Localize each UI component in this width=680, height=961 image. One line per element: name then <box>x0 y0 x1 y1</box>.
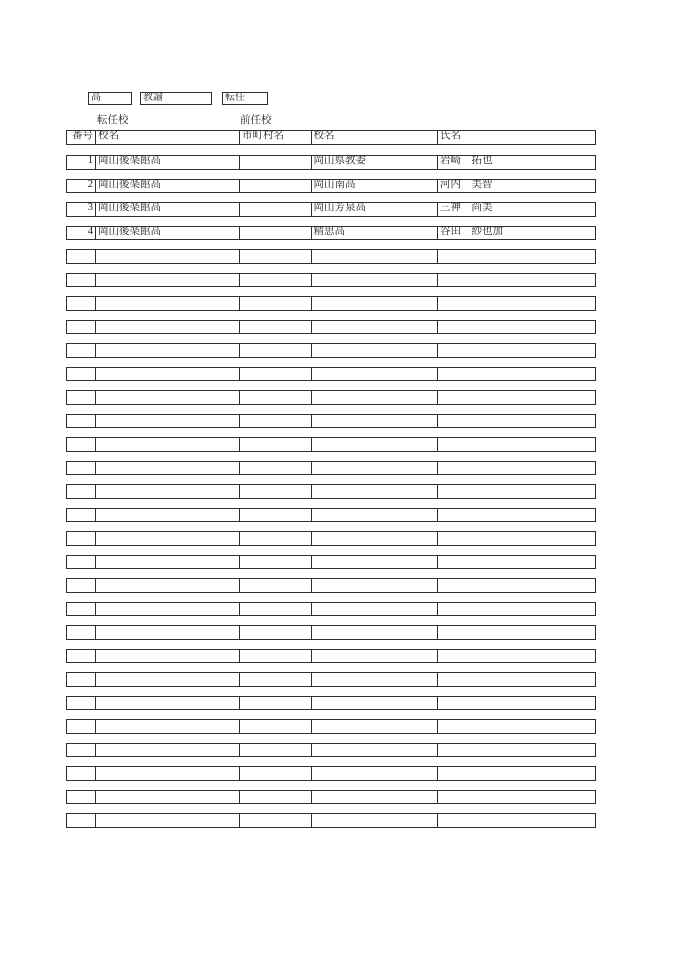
cell-school-name <box>96 697 240 710</box>
table-row <box>66 320 596 335</box>
cell-school-name: 岡山後楽館高 <box>96 180 240 193</box>
cell-person-name <box>438 579 595 592</box>
cell-number <box>67 250 96 263</box>
cell-number <box>67 697 96 710</box>
table-row <box>66 249 596 264</box>
table-row <box>66 790 596 805</box>
cell-school-name <box>96 344 240 357</box>
table-row <box>66 155 596 170</box>
cell-number <box>67 814 96 827</box>
cell-person-name <box>438 344 595 357</box>
cell-municipality <box>240 650 312 663</box>
table-row <box>66 296 596 311</box>
cell-municipality <box>240 415 312 428</box>
cell-number <box>67 556 96 569</box>
cell-person-name <box>438 485 595 498</box>
cell-school-name <box>96 274 240 287</box>
group-label-previous-school: 前任校 <box>240 115 272 126</box>
cell-municipality <box>240 203 312 216</box>
cell-school-name <box>96 391 240 404</box>
table-row <box>66 461 596 476</box>
cell-prev-school <box>312 344 439 357</box>
cell-person-name <box>438 415 595 428</box>
cell-school-name <box>96 532 240 545</box>
cell-person-name <box>438 791 595 804</box>
cell-school-name <box>96 485 240 498</box>
cell-prev-school <box>312 579 439 592</box>
table-row <box>66 719 596 734</box>
cell-number <box>67 438 96 451</box>
cell-school-name <box>96 368 240 381</box>
table-row <box>66 555 596 570</box>
cell-municipality <box>240 509 312 522</box>
cell-prev-school <box>312 814 439 827</box>
table-row <box>66 414 596 429</box>
cell-person-name: 谷田 紗也加 <box>440 226 503 237</box>
cell-person-name <box>438 462 595 475</box>
table-row <box>66 367 596 382</box>
table-row <box>66 672 596 687</box>
table-row <box>66 578 596 593</box>
cell-prev-school <box>312 532 439 545</box>
table-rows <box>66 155 596 828</box>
cell-school-name <box>96 603 240 616</box>
cell-prev-school <box>312 626 439 639</box>
cell-prev-school <box>312 438 439 451</box>
cell-municipality <box>240 791 312 804</box>
cell-prev-school <box>312 415 439 428</box>
table-row <box>66 202 596 217</box>
cell-school-name <box>96 415 240 428</box>
cell-school-name <box>96 321 240 334</box>
cell-number: 4 <box>67 227 96 240</box>
cell-prev-school <box>312 767 439 780</box>
cell-prev-school <box>312 720 439 733</box>
cell-municipality <box>240 485 312 498</box>
cell-person-name <box>438 274 595 287</box>
table-row <box>66 273 596 288</box>
cell-number <box>67 767 96 780</box>
cell-school-name <box>96 626 240 639</box>
cell-number <box>67 579 96 592</box>
cell-person-name <box>438 720 595 733</box>
cell-person-name <box>438 697 595 710</box>
cell-school-name <box>96 650 240 663</box>
cell-municipality <box>240 344 312 357</box>
cell-number <box>67 321 96 334</box>
header-cell-number: 番号 <box>67 131 96 144</box>
cell-number <box>67 297 96 310</box>
cell-prev-school <box>312 509 439 522</box>
cell-person-name <box>438 438 595 451</box>
cell-prev-school <box>312 673 439 686</box>
cell-person-name <box>438 626 595 639</box>
cell-municipality <box>240 767 312 780</box>
cell-number <box>67 462 96 475</box>
cell-number <box>67 532 96 545</box>
cell-school-name <box>96 579 240 592</box>
cell-number <box>67 791 96 804</box>
cell-person-name: 三神 尚美 <box>440 203 493 213</box>
table-row <box>66 696 596 711</box>
cell-number <box>67 626 96 639</box>
cell-municipality <box>240 462 312 475</box>
cell-prev-school <box>312 485 439 498</box>
cell-number <box>67 744 96 757</box>
table-row <box>66 484 596 499</box>
cell-person-name <box>438 532 595 545</box>
cell-municipality <box>240 603 312 616</box>
table-row <box>66 226 596 241</box>
cell-person-name <box>438 297 595 310</box>
cell-prev-school <box>312 297 439 310</box>
cell-prev-school <box>312 603 439 616</box>
cell-prev-school <box>312 697 439 710</box>
cell-number <box>67 344 96 357</box>
cell-person-name <box>438 814 595 827</box>
cell-municipality <box>240 438 312 451</box>
cell-municipality <box>240 156 312 169</box>
table-row <box>66 343 596 358</box>
cell-prev-school <box>312 250 439 263</box>
header-cell-municipality: 市町村名 <box>240 131 312 144</box>
cell-school-name <box>96 720 240 733</box>
cell-number <box>67 673 96 686</box>
cell-school-name: 岡山後楽館高 <box>96 227 240 240</box>
table-row <box>66 602 596 617</box>
cell-number <box>67 274 96 287</box>
tag-school-type <box>88 92 132 105</box>
cell-number <box>67 603 96 616</box>
cell-person-name <box>438 767 595 780</box>
cell-school-name <box>96 744 240 757</box>
cell-prev-school <box>312 744 439 757</box>
cell-prev-school: 精思高 <box>312 227 439 240</box>
cell-prev-school <box>312 368 439 381</box>
cell-prev-school <box>312 650 439 663</box>
table-row <box>66 437 596 452</box>
cell-person-name <box>438 556 595 569</box>
cell-person-name: 岩崎 拓也 <box>440 156 493 166</box>
cell-person-name <box>438 603 595 616</box>
table-row <box>66 625 596 640</box>
cell-municipality <box>240 368 312 381</box>
table-row <box>66 649 596 664</box>
cell-municipality <box>240 532 312 545</box>
cell-number: 1 <box>67 156 96 169</box>
cell-number <box>67 415 96 428</box>
cell-municipality <box>240 297 312 310</box>
cell-person-name <box>438 650 595 663</box>
cell-municipality <box>240 814 312 827</box>
table-row <box>66 508 596 523</box>
cell-school-name <box>96 462 240 475</box>
cell-person-name <box>438 321 595 334</box>
cell-person-name <box>438 744 595 757</box>
cell-school-name <box>96 556 240 569</box>
cell-municipality <box>240 673 312 686</box>
tag-move-type <box>222 92 268 105</box>
table-row <box>66 743 596 758</box>
cell-number <box>67 509 96 522</box>
cell-municipality <box>240 697 312 710</box>
cell-number <box>67 650 96 663</box>
cell-municipality <box>240 180 312 193</box>
table-row <box>66 390 596 405</box>
cell-school-name <box>96 438 240 451</box>
cell-number: 3 <box>67 203 96 216</box>
table-row <box>66 531 596 546</box>
cell-municipality <box>240 579 312 592</box>
tag-school-type-label: 高 <box>91 92 101 103</box>
header-cell-school-name: 校名 <box>96 131 240 144</box>
cell-person-name <box>438 250 595 263</box>
cell-municipality <box>240 744 312 757</box>
cell-person-name <box>438 368 595 381</box>
cell-school-name <box>96 297 240 310</box>
cell-municipality <box>240 250 312 263</box>
tag-job-title <box>140 92 212 105</box>
cell-number <box>67 485 96 498</box>
cell-municipality <box>240 556 312 569</box>
cell-prev-school <box>312 791 439 804</box>
cell-prev-school: 岡山芳泉高 <box>312 203 439 216</box>
cell-municipality <box>240 720 312 733</box>
cell-municipality <box>240 626 312 639</box>
header-cell-person-name: 氏名 <box>440 131 461 141</box>
cell-prev-school <box>312 391 439 404</box>
cell-municipality <box>240 227 312 240</box>
cell-prev-school <box>312 462 439 475</box>
cell-number <box>67 368 96 381</box>
tag-move-type-label: 転任 <box>225 92 245 103</box>
cell-school-name <box>96 767 240 780</box>
cell-prev-school <box>312 274 439 287</box>
cell-prev-school: 岡山南高 <box>312 180 439 193</box>
group-label-transfer-to-school: 転任校 <box>97 115 129 126</box>
cell-school-name <box>96 673 240 686</box>
cell-municipality <box>240 321 312 334</box>
cell-person-name: 河内 美智 <box>440 179 493 190</box>
cell-municipality <box>240 391 312 404</box>
cell-school-name <box>96 791 240 804</box>
cell-number <box>67 720 96 733</box>
cell-prev-school: 岡山県教委 <box>312 156 439 169</box>
table-row <box>66 766 596 781</box>
cell-school-name: 岡山後楽館高 <box>96 203 240 216</box>
tag-job-title-label: 教諭 <box>143 92 163 103</box>
table-row <box>66 179 596 194</box>
cell-school-name <box>96 250 240 263</box>
cell-person-name <box>438 673 595 686</box>
header-cell-prev-school: 校名 <box>312 131 439 144</box>
cell-number <box>67 391 96 404</box>
cell-person-name <box>438 391 595 404</box>
cell-school-name <box>96 509 240 522</box>
cell-school-name <box>96 814 240 827</box>
cell-municipality <box>240 274 312 287</box>
cell-prev-school <box>312 321 439 334</box>
cell-prev-school <box>312 556 439 569</box>
cell-person-name <box>438 509 595 522</box>
cell-number: 2 <box>67 180 96 193</box>
cell-school-name: 岡山後楽館高 <box>96 156 240 169</box>
table-header-row <box>66 130 596 145</box>
table-row <box>66 813 596 828</box>
